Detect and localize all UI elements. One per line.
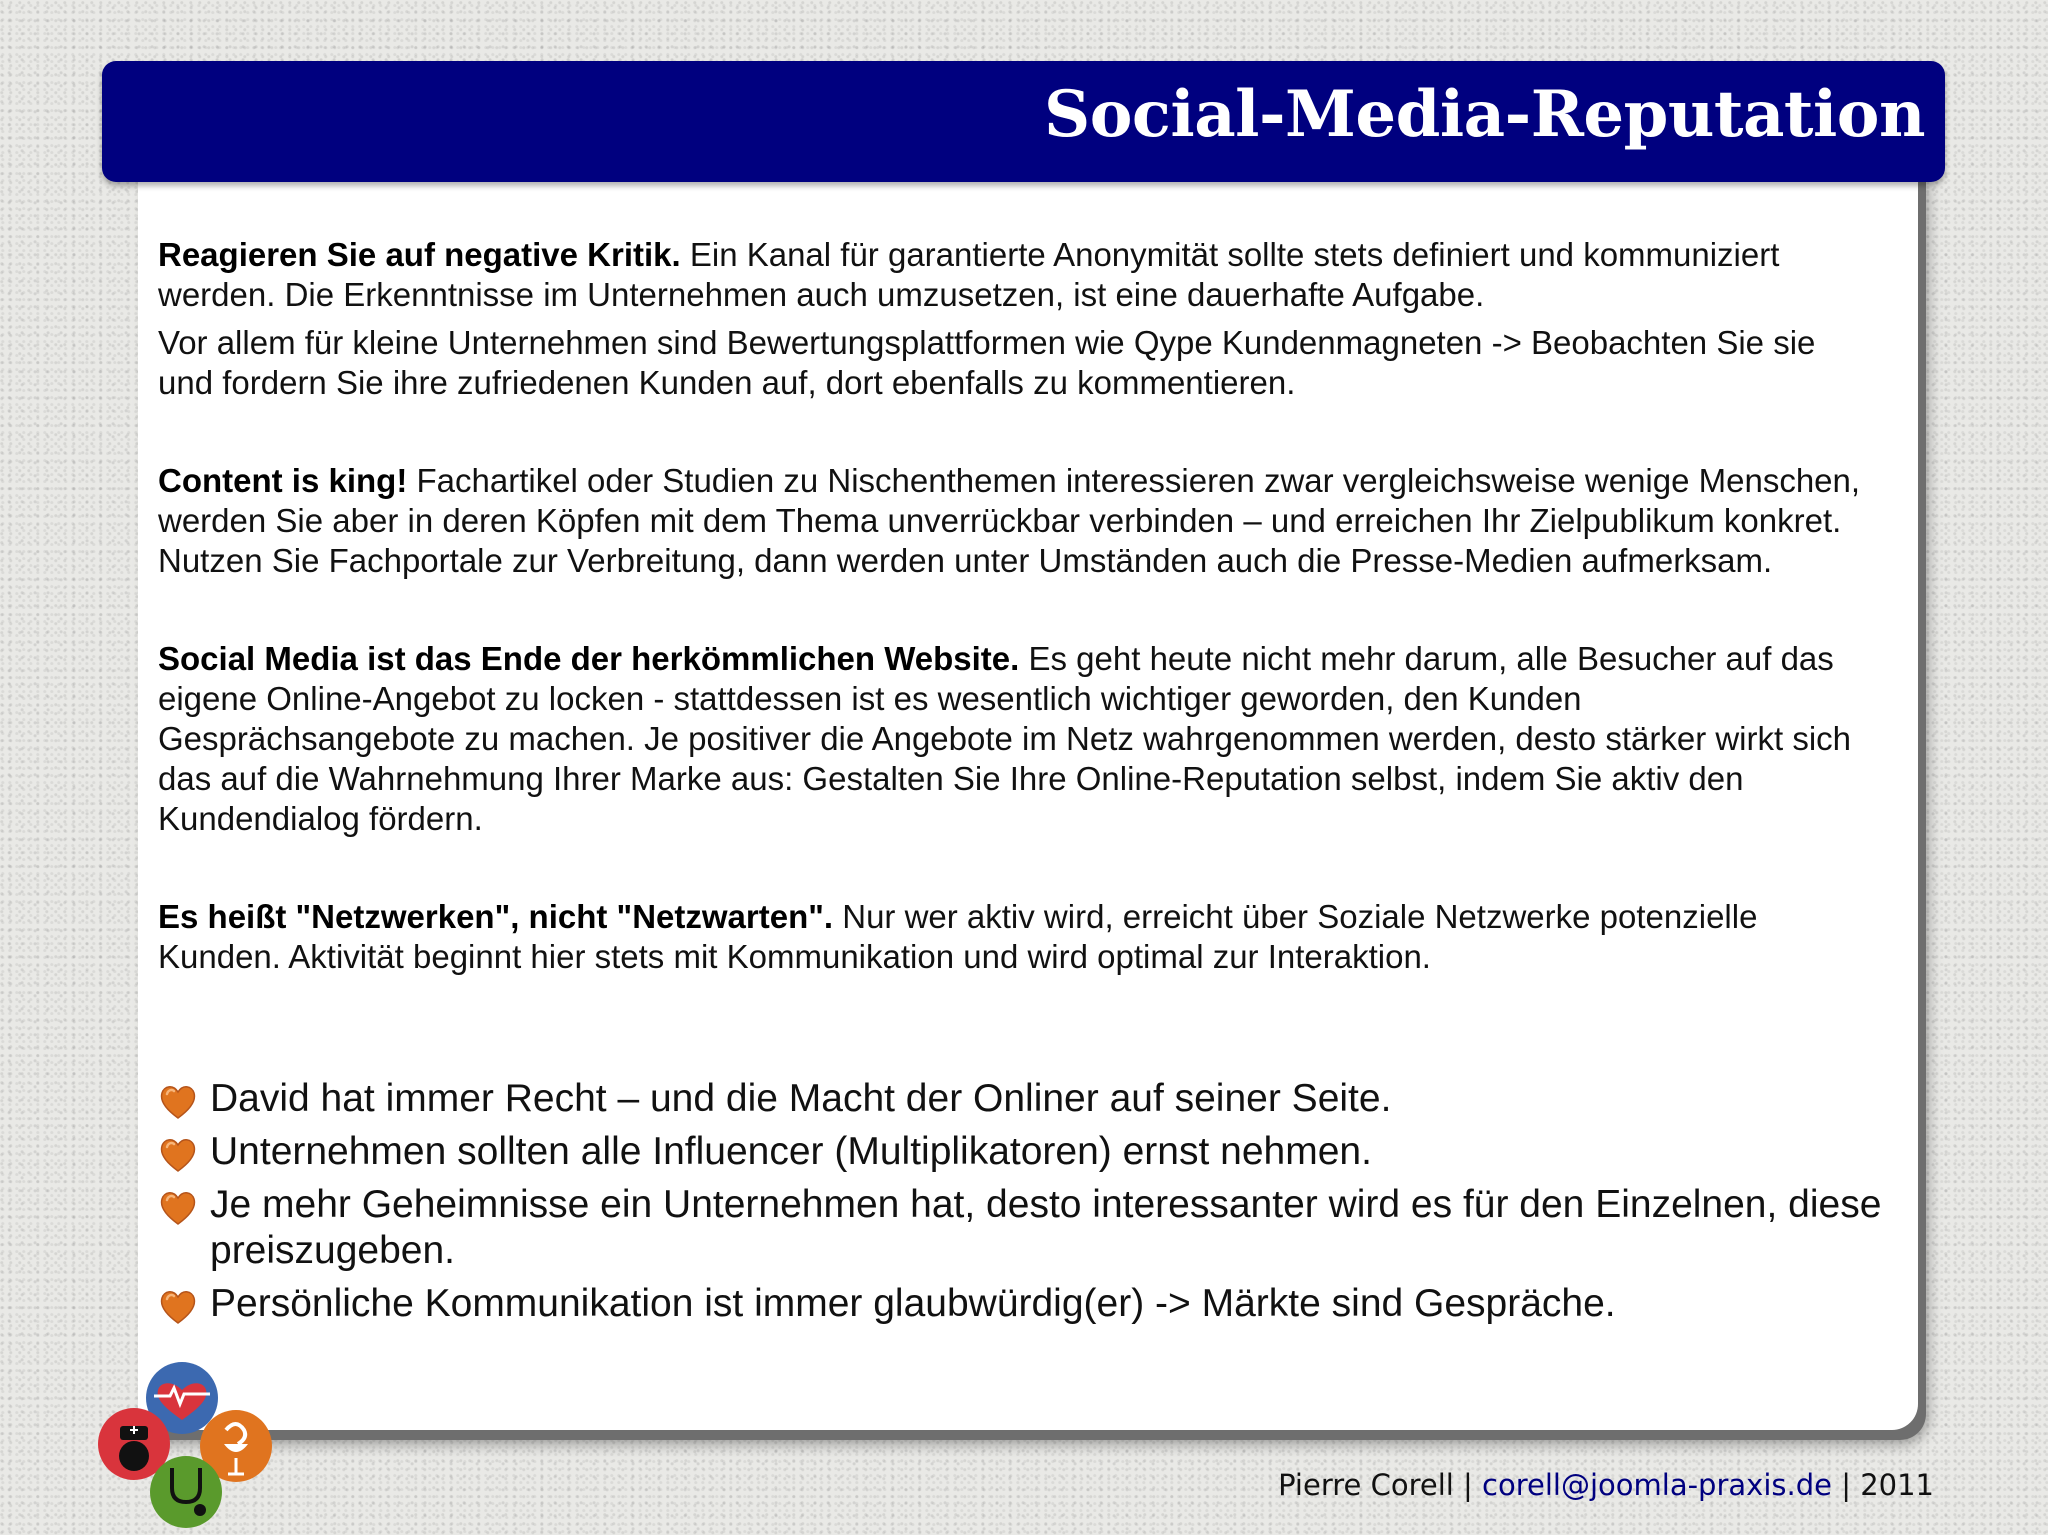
paragraph-content-king [158, 461, 1878, 581]
footer [1278, 1468, 1934, 1502]
paragraph-negative-criticism [158, 235, 1878, 315]
list-item [158, 1182, 1898, 1274]
footer-separator: | [1841, 1468, 1851, 1502]
paragraph-heading: Es heißt "Netzwerken", nicht "Netzwarten". [158, 898, 834, 935]
bullet-text: David hat immer Recht – und die Macht der Onliner auf seiner Seite. [210, 1077, 1392, 1120]
paragraph-networking [158, 897, 1878, 977]
paragraph-text: Vor allem für kleine Unternehmen sind Bewertungsplattformen wie Qype Kundenmagneten -> Beobachten Sie sie und fordern Sie ihre zufriedenen Kunden auf, dort ebenfalls zu kommentieren. [158, 324, 1816, 401]
paragraph-heading: Social Media ist das Ende der herkömmlichen Website. [158, 640, 1020, 677]
paragraph-rating-platforms [158, 323, 1878, 403]
footer-year: 2011 [1860, 1468, 1934, 1502]
list-item [158, 1129, 1898, 1175]
heart-icon [158, 1287, 198, 1327]
slide-title: Social-Media-Reputation [1044, 77, 1925, 152]
bullet-text: Persönliche Kommunikation ist immer glaubwürdig(er) -> Märkte sind Gespräche. [210, 1282, 1616, 1325]
heart-icon [158, 1082, 198, 1122]
paragraph-text: Fachartikel oder Studien zu Nischenthemen interessieren zwar vergleichsweise wenige Menschen, werden Sie aber in deren Köpfen mit dem Thema unverrückbar verbinden – und erreichen Ihr Zielpublikum konkret. Nutzen Sie Fachportale zur Verbreitung, dann werden unter Umständen auch die Presse-Medien aufmerksam. [158, 462, 1861, 579]
footer-separator: | [1463, 1468, 1473, 1502]
paragraph-end-of-website [158, 639, 1878, 839]
bullet-list [158, 1076, 1898, 1334]
list-item [158, 1281, 1898, 1327]
paragraph-text: Ein Kanal für garantierte Anonymität sollte stets definiert und kommuniziert werden. Die Erkenntnisse im Unternehmen auch umzusetzen, ist eine dauerhafte Aufgabe. [158, 236, 1780, 313]
paragraph-heading: Content is king! [158, 462, 408, 499]
heart-icon [158, 1188, 198, 1228]
slide-body [158, 235, 1878, 977]
footer-email-link[interactable]: corell@joomla-praxis.de [1482, 1468, 1832, 1502]
title-bar [102, 61, 1945, 182]
paragraph-text: Nur wer aktiv wird, erreicht über Soziale Netzwerke potenzielle Kunden. Aktivität beginnt hier stets mit Kommunikation und wird optimal zur Interaktion. [158, 898, 1758, 975]
footer-author: Pierre Corell [1278, 1468, 1454, 1502]
bullet-text: Unternehmen sollten alle Influencer (Multiplikatoren) ernst nehmen. [210, 1130, 1372, 1173]
paragraph-heading: Reagieren Sie auf negative Kritik. [158, 236, 681, 273]
bullet-text: Je mehr Geheimnisse ein Unternehmen hat, desto interessanter wird es für den Einzelnen, diese preiszugeben. [210, 1183, 1882, 1272]
paragraph-text: Es geht heute nicht mehr darum, alle Besucher auf das eigene Online-Angebot zu locken - stattdessen ist es wesentlich wichtiger geworden, den Kunden Gesprächsangebote zu machen. Je positiver die Angebote im Netz wahrgenommen werden, desto stärker wirkt sich das auf die Wahrnehmung Ihrer Marke aus: Gestalten Sie Ihre Online-Reputation selbst, indem Sie aktiv den Kundendialog fördern. [158, 640, 1852, 837]
heart-icon [158, 1135, 198, 1175]
list-item [158, 1076, 1898, 1122]
medical-logo-icon [96, 1360, 274, 1530]
